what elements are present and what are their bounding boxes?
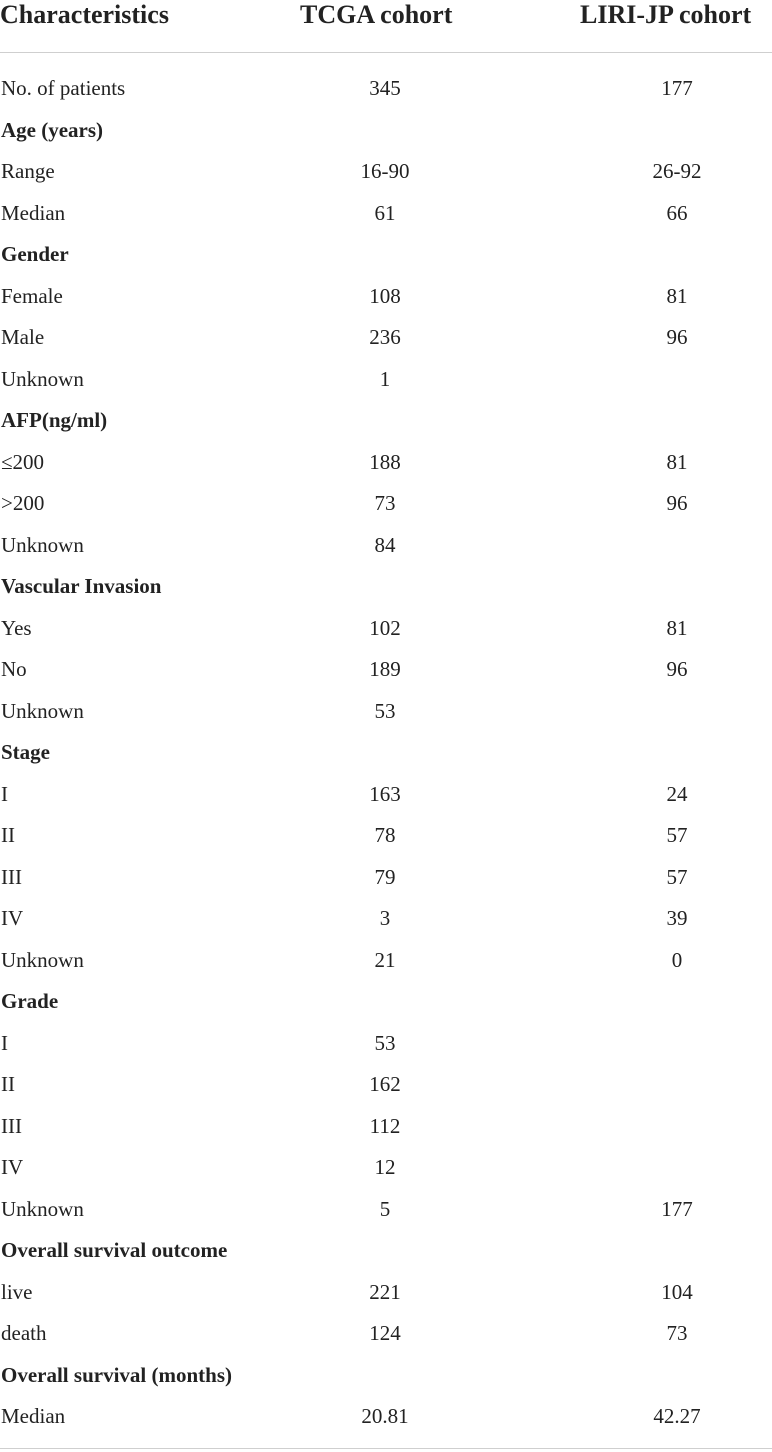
row-label: Unknown — [1, 947, 84, 972]
tcga-value: 78 — [374, 823, 396, 847]
table-body — [0, 53, 772, 1438]
tcga-value: 84 — [374, 532, 396, 557]
row-label: Male — [1, 325, 45, 349]
table-row — [0, 898, 772, 940]
liri-jp-value: 177 — [661, 1196, 693, 1221]
table-row — [0, 691, 772, 733]
liri-jp-value: 81 — [666, 615, 688, 640]
tcga-value: 79 — [374, 864, 396, 889]
table-row — [0, 276, 772, 318]
table-row — [0, 649, 772, 691]
tcga-value: 12 — [374, 1155, 396, 1179]
section-heading-row — [0, 1230, 772, 1272]
table-header — [0, 0, 772, 53]
row-label: Unknown — [1, 1196, 84, 1221]
liri-jp-value: 24 — [666, 781, 688, 806]
table-row — [0, 608, 772, 650]
tcga-value: 236 — [369, 325, 401, 349]
table-row — [0, 525, 772, 567]
section-heading-row — [0, 110, 772, 152]
section-label: Vascular Invasion — [1, 574, 162, 598]
section-label: Stage — [1, 740, 50, 764]
row-label: I — [1, 1030, 8, 1055]
section-heading-row — [0, 566, 772, 608]
table-row — [0, 1189, 772, 1231]
liri-jp-value: 96 — [666, 325, 688, 349]
row-label: Unknown — [1, 532, 84, 557]
row-label: IV — [1, 1155, 24, 1179]
row-label: No. of patients — [1, 76, 126, 100]
liri-jp-value: 81 — [666, 449, 688, 474]
row-label: Unknown — [1, 698, 84, 723]
header-tcga-cohort: TCGA cohort — [300, 0, 453, 29]
table-row — [0, 317, 772, 359]
tcga-value: 102 — [369, 615, 401, 640]
tcga-value: 3 — [379, 906, 391, 930]
tcga-value: 124 — [369, 1321, 401, 1345]
row-label: I — [1, 781, 8, 806]
table-row — [0, 940, 772, 982]
liri-jp-value: 104 — [661, 1279, 693, 1304]
tcga-value: 1 — [379, 366, 391, 391]
tcga-value: 189 — [369, 657, 401, 681]
table-row — [0, 68, 772, 110]
section-heading-row — [0, 981, 772, 1023]
tcga-value: 221 — [369, 1279, 401, 1304]
row-label: IV — [1, 906, 24, 930]
tcga-value: 73 — [374, 491, 396, 515]
tcga-value: 20.81 — [361, 1404, 409, 1428]
table-row — [0, 193, 772, 235]
liri-jp-value: 39 — [666, 906, 688, 930]
row-label: Median — [1, 200, 66, 225]
tcga-value: 162 — [369, 1072, 401, 1096]
table-row — [0, 151, 772, 193]
section-heading-row — [0, 732, 772, 774]
section-heading-row — [0, 234, 772, 276]
tcga-value: 112 — [369, 1113, 401, 1138]
liri-jp-value: 73 — [666, 1321, 688, 1345]
table-row — [0, 1147, 772, 1189]
header-characteristics: Characteristics — [0, 0, 169, 29]
section-heading-row — [0, 400, 772, 442]
tcga-value: 21 — [374, 947, 396, 972]
table-row — [0, 1396, 772, 1438]
table-row — [0, 442, 772, 484]
table-row — [0, 483, 772, 525]
row-label: II — [1, 823, 15, 847]
liri-jp-value: 57 — [666, 823, 688, 847]
tcga-value: 163 — [369, 781, 401, 806]
row-label: Female — [1, 283, 63, 308]
section-label: Overall survival (months) — [1, 1362, 232, 1387]
row-label: II — [1, 1072, 15, 1096]
row-label: Unknown — [1, 366, 84, 391]
liri-jp-value: 42.27 — [653, 1404, 701, 1428]
row-label: Yes — [1, 615, 32, 640]
table-bottom-rule — [0, 1448, 772, 1449]
tcga-value: 53 — [374, 698, 396, 723]
liri-jp-value: 177 — [661, 76, 693, 100]
table-row — [0, 1064, 772, 1106]
section-label: Overall survival outcome — [1, 1238, 228, 1262]
table-row — [0, 1272, 772, 1314]
liri-jp-value: 66 — [666, 200, 688, 225]
row-label: Median — [1, 1404, 66, 1428]
table-row — [0, 359, 772, 401]
tcga-value: 16-90 — [360, 159, 410, 183]
row-label: live — [1, 1279, 33, 1304]
row-label: >200 — [1, 491, 45, 515]
liri-jp-value: 26-92 — [652, 159, 702, 183]
tcga-value: 108 — [369, 283, 401, 308]
table-row — [0, 1106, 772, 1148]
header-liri-jp-cohort: LIRI-JP cohort — [580, 0, 752, 29]
tcga-value: 345 — [369, 76, 401, 100]
section-label: AFP(ng/ml) — [1, 408, 108, 432]
row-label: No — [1, 657, 27, 681]
liri-jp-value: 0 — [671, 947, 683, 972]
liri-jp-value: 57 — [666, 864, 688, 889]
section-heading-row — [0, 1355, 772, 1397]
table-row — [0, 815, 772, 857]
tcga-value: 5 — [379, 1196, 391, 1221]
liri-jp-value: 96 — [666, 491, 688, 515]
table-row — [0, 857, 772, 899]
tcga-value: 53 — [374, 1030, 396, 1055]
row-label: ≤200 — [1, 449, 45, 474]
tcga-value: 188 — [369, 449, 401, 474]
row-label: death — [1, 1321, 47, 1345]
table-row — [0, 1023, 772, 1065]
section-label: Grade — [1, 989, 59, 1013]
table-row — [0, 1313, 772, 1355]
section-label: Age (years) — [1, 117, 104, 142]
liri-jp-value: 81 — [666, 283, 688, 308]
row-label: Range — [1, 159, 55, 183]
row-label: III — [1, 864, 22, 889]
table-row — [0, 774, 772, 816]
tcga-value: 61 — [374, 200, 396, 225]
liri-jp-value: 96 — [666, 657, 688, 681]
row-label: III — [1, 1113, 22, 1138]
section-label: Gender — [1, 242, 69, 266]
